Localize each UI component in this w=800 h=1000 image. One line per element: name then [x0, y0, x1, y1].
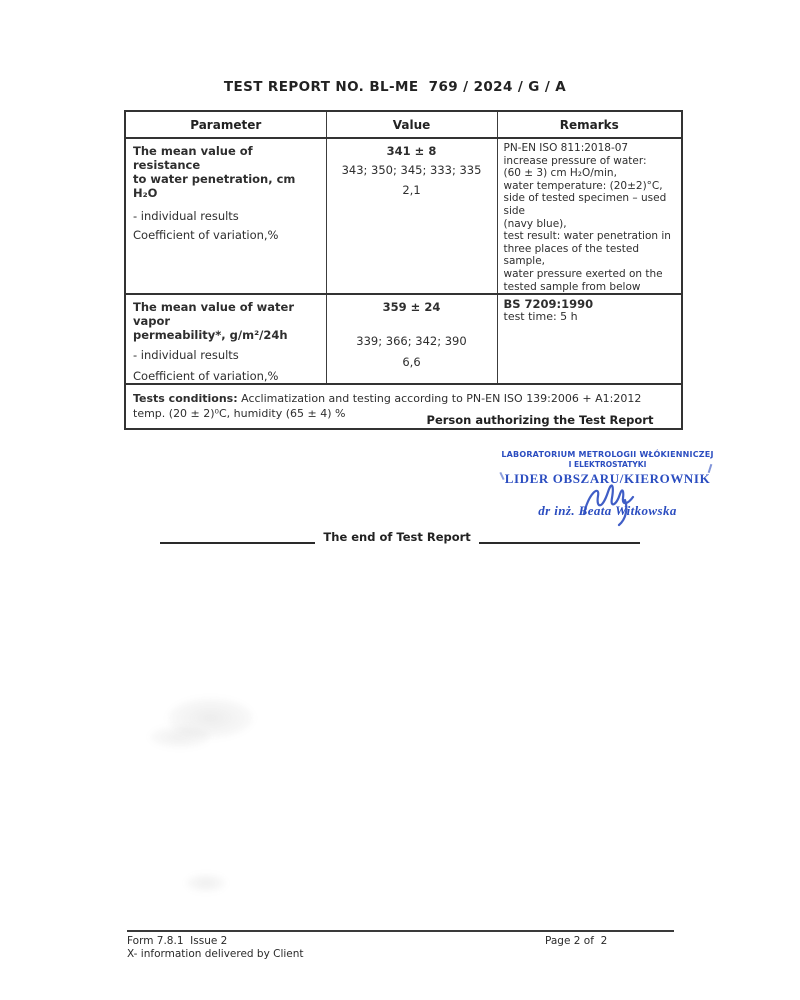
remarks-line: water pressure exerted on the [503, 267, 663, 280]
remarks-line: (navy blue), [503, 217, 567, 230]
parameter-cell [125, 138, 326, 294]
remarks-line: increase pressure of water: [503, 154, 647, 167]
parameter-name-line: permeability*, g/m²/24h [133, 328, 288, 343]
remarks-line: water temperature: (20±2)°C, [503, 179, 663, 192]
stamp-role-title: LIDER OBSZARU/KIEROWNIK [504, 471, 711, 486]
conditions-label: Tests conditions: [133, 392, 238, 406]
scan-smudge [186, 874, 226, 892]
parameter-individual-label: - individual results [133, 348, 239, 363]
remarks-line: test result: water penetration in [503, 230, 671, 243]
scan-smudge [150, 726, 210, 748]
remarks-test-time: test time: 5 h [503, 309, 578, 323]
signer-name: dr inż. Beata Witkowska [538, 503, 677, 518]
remarks-line: (60 ± 3) cm H₂O/min, [503, 167, 617, 180]
stamp-lab-name-line2: I ELEKTROSTATYKI [568, 460, 647, 469]
laboratory-stamp [500, 450, 715, 519]
mean-value: 341 ± 8 [386, 144, 437, 158]
parameter-cv-label: Coefficient of variation,% [133, 369, 279, 384]
table-header-row [125, 111, 682, 138]
results-table [124, 110, 683, 430]
conditions-text: Acclimatization and testing according to PN-EN ISO 139:2006 + A1:2012 [237, 392, 642, 406]
remarks-cell [497, 138, 682, 294]
footer-client-note: X- information delivered by Client [127, 948, 304, 960]
footer-form-id: Form 7.8.1 Issue 2 [127, 935, 228, 947]
remarks-line: tested sample from below [503, 280, 641, 293]
table-row-vapor-permeability [125, 294, 682, 384]
individual-values: 339; 366; 342; 390 [356, 334, 467, 349]
parameter-cv-label: Coefficient of variation,% [133, 228, 279, 242]
remarks-line: side of tested specimen – used side [503, 192, 667, 217]
conditions-text-line2: temp. (20 ± 2)⁰C, humidity (65 ± 4) % [133, 407, 346, 421]
authorizing-heading: Person authorizing the Test Report [426, 413, 654, 427]
signature-scribble-icon [578, 478, 658, 528]
mean-value: 359 ± 24 [382, 300, 441, 315]
footer-divider [127, 930, 674, 932]
parameter-name-line: to water penetration, cm H₂O [133, 172, 296, 200]
col-header-parameter: Parameter [125, 111, 326, 138]
value-cell [326, 138, 497, 294]
individual-values: 343; 350; 345; 333; 335 [341, 163, 482, 177]
parameter-cell [125, 294, 326, 384]
end-of-report-row [160, 529, 640, 544]
stamp-lab-name: LABORATORIUM METROLOGII WŁÓKIENNICZEJ [501, 450, 714, 459]
cv-value: 2,1 [402, 183, 421, 197]
parameter-individual-label: - individual results [133, 209, 239, 223]
footer-page-number: Page 2 of 2 [545, 935, 608, 947]
value-cell [326, 294, 497, 384]
remarks-line: PN-EN ISO 811:2018-07 [503, 142, 629, 154]
remarks-cell [497, 294, 682, 384]
col-header-remarks: Remarks [497, 111, 682, 138]
report-title: TEST REPORT NO. BL-ME 769 / 2024 / G / A [223, 79, 567, 95]
end-underline-left [160, 529, 315, 544]
col-header-value: Value [326, 111, 497, 138]
end-underline-right [479, 529, 640, 544]
cv-value: 6,6 [402, 355, 421, 370]
end-of-report-label: The end of Test Report [323, 530, 471, 544]
parameter-name-line: The mean value of resistance [133, 144, 253, 172]
table-row-water-penetration [125, 138, 682, 294]
remarks-line: three places of the tested sample, [503, 242, 639, 268]
remarks-standard: BS 7209:1990 [503, 297, 594, 312]
parameter-name-line: The mean value of water vapor [133, 300, 295, 329]
